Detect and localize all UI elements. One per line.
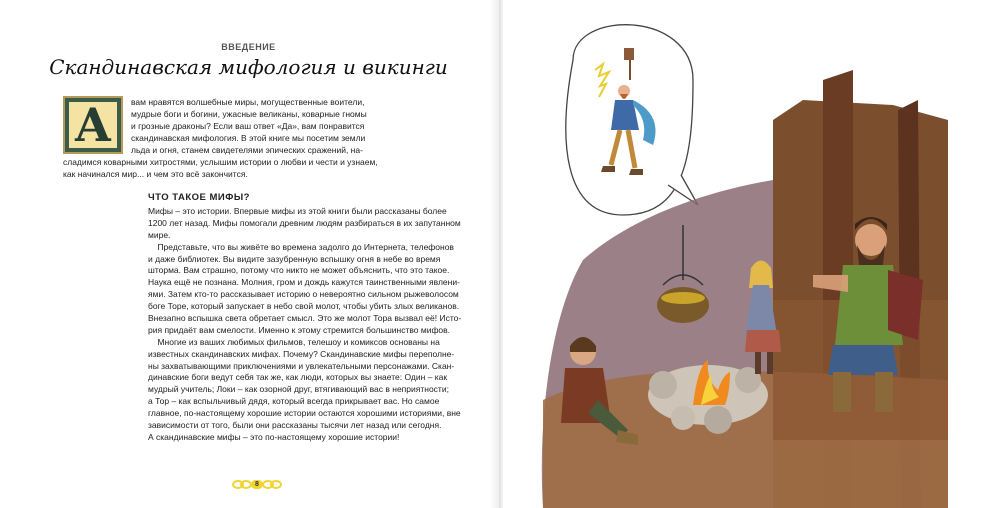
body-line: а Тор – как вспыльчивый дядя, который всегда прикрывает вас. Но самое bbox=[148, 396, 440, 407]
right-page bbox=[503, 0, 1000, 508]
intro-line: льда и огня, станем свидетелями эпических сражений, на- bbox=[131, 145, 363, 155]
intro-line: сладимся коварными хитростями, услышим истории о любви и чести и узнаем, bbox=[63, 157, 378, 167]
body-line: А скандинавские мифы – это по-настоящему хорошие истории! bbox=[148, 431, 400, 442]
body-line: 1200 лет назад. Мифы помогали древним людям разбираться в их запутанном bbox=[148, 217, 461, 228]
viking-hall-illustration bbox=[503, 0, 1000, 508]
intro-line: как начинался мир... и чем это всё закончится. bbox=[63, 169, 248, 179]
intro-paragraph bbox=[63, 96, 378, 180]
body-line: главное, по-настоящему хорошие истории остаются хорошими историями, вне bbox=[148, 408, 461, 419]
body-line: динавские боги ведут себя так же, как люди, которых вы знаете: Один – как bbox=[148, 372, 448, 383]
section-label: ВВЕДЕНИЕ bbox=[221, 42, 276, 52]
intro-line: вам нравятся волшебные миры, могущественные воители, bbox=[131, 97, 365, 107]
body-line: Внезапно вспышка света обретает смысл. Это же молот Тора вызвал её! Исто- bbox=[148, 313, 462, 324]
body-paragraphs bbox=[148, 206, 462, 444]
body-line: ны захватывающими приключениями и увлекательными персонажами. Скан- bbox=[148, 360, 455, 371]
drop-cap-letter: А bbox=[74, 98, 112, 152]
body-line: мудрый учитель; Локи – как озорной друг, втягивающий вас в неприятности; bbox=[148, 384, 449, 395]
body-line: Многие из ваших любимых фильмов, телешоу и комиксов основаны на bbox=[148, 336, 440, 347]
body-line: Наука ещё не познана. Молния, гром и дождь кажутся таинственными явлени- bbox=[148, 277, 460, 288]
body-line: мире. bbox=[148, 229, 171, 240]
body-line: известных скандинавских мифах. Почему? Скандинавские мифы переполне- bbox=[148, 348, 455, 359]
intro-line: мудрые боги и богини, ужасные великаны, коварные гномы bbox=[131, 109, 367, 119]
section-subheading: ЧТО ТАКОЕ МИФЫ? bbox=[148, 192, 250, 203]
left-page bbox=[0, 0, 497, 508]
body-line: ями. Затем кто-то рассказывает историю о невероятно сильном рыжеволосом bbox=[148, 289, 459, 300]
body-line: рия придаёт вам смелости. Именно к этому стремится большинство мифов. bbox=[148, 324, 451, 335]
intro-line: и грозные драконы? Если ваш ответ «Да», вам понравится bbox=[131, 121, 365, 131]
chapter-title: Скандинавская мифология и викинги bbox=[49, 55, 448, 79]
body-line: Представьте, что вы живёте во времена задолго до Интернета, телефонов bbox=[148, 241, 454, 252]
body-line: Мифы – это истории. Впервые мифы из этой книги были рассказаны более bbox=[148, 206, 447, 216]
body-line: зависимости от того, были они рассказаны тысячи лет назад или сегодня. bbox=[148, 420, 442, 431]
body-line: боге Торе, который запускает в небо свой молот, чтобы убить злых великанов. bbox=[148, 301, 460, 312]
page-number-badge bbox=[232, 480, 282, 489]
intro-line: скандинавская мифология. В этой книге мы посетим земли bbox=[131, 133, 366, 143]
page-number: 8 bbox=[251, 480, 263, 489]
body-line: и даже библиотек. Вы видите зазубренную вспышку огня в небе во время bbox=[148, 253, 441, 264]
body-line: шторма. Вам страшно, потому что никто не может объяснить, что это такое. bbox=[148, 265, 450, 276]
